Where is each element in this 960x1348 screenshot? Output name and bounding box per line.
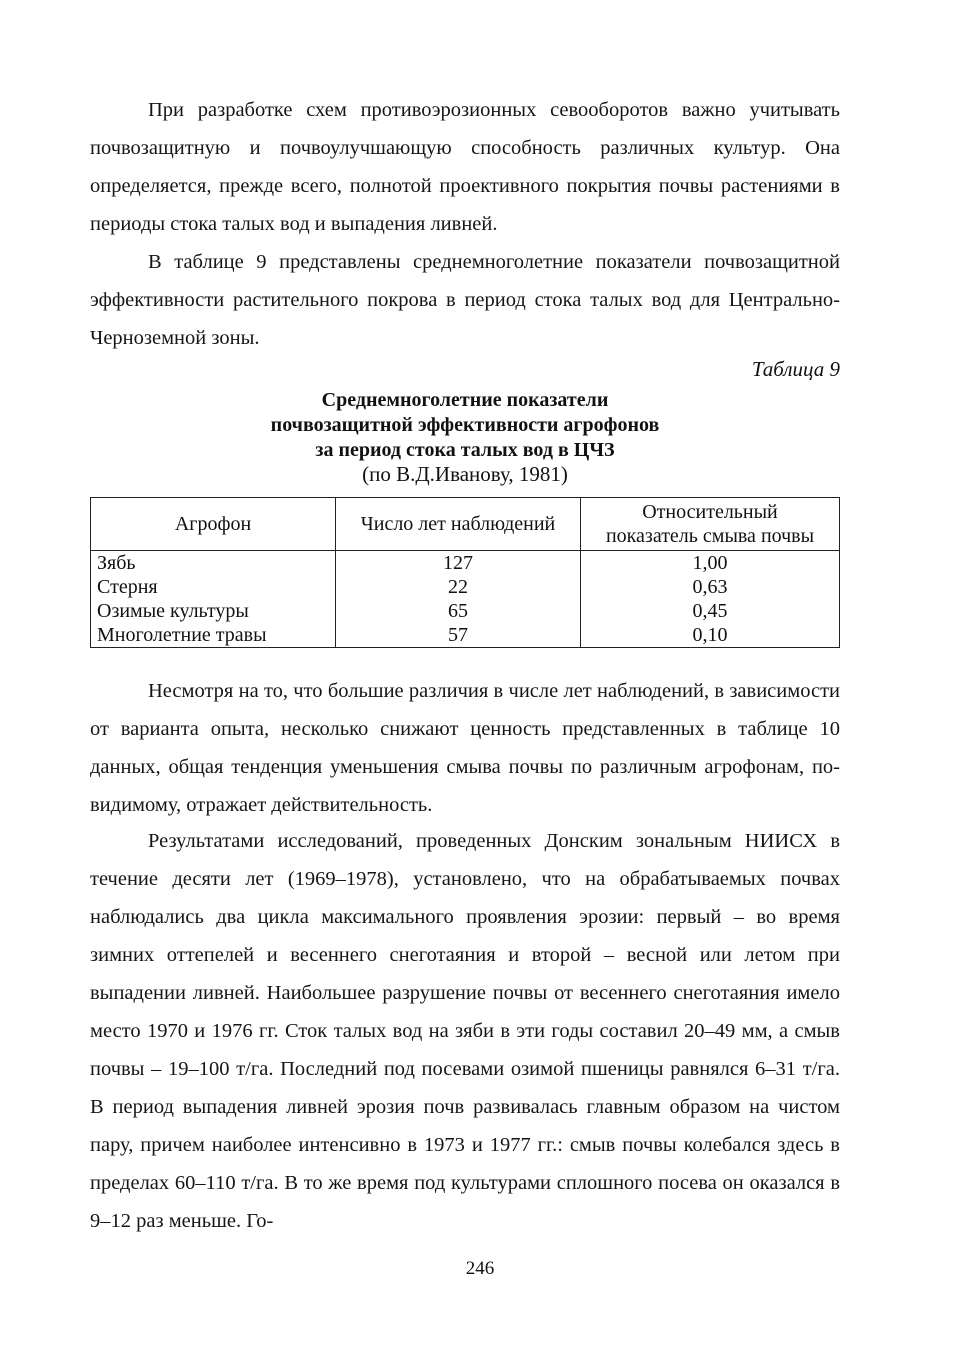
- header-years: Число лет наблюдений: [336, 498, 581, 551]
- table-row: [91, 575, 840, 599]
- header-agrofon: Агрофон: [91, 498, 336, 551]
- cell-agrofon: Озимые культуры: [91, 599, 336, 623]
- paragraph-table-reference: В таблице 9 представлены среднемноголетние показатели почвозащитной эффективности растительного покрова в период стока талых вод для Центрально-Черноземной зоны.: [90, 251, 840, 349]
- table-title-line-2: почвозащитной эффективности агрофонов: [270, 414, 660, 436]
- agrofon-table: [90, 497, 840, 648]
- header-index-line-2: показатель смыва почвы: [605, 525, 815, 547]
- cell-years: 127: [336, 551, 581, 576]
- header-index-line-1: Относительный: [642, 501, 778, 523]
- cell-years: 65: [336, 599, 581, 623]
- cell-index: 1,00: [581, 551, 840, 576]
- cell-agrofon: Многолетние травы: [91, 623, 336, 648]
- table-header-row: [91, 498, 840, 551]
- cell-years: 57: [336, 623, 581, 648]
- paragraph-intro: При разработке схем противоэрозионных севооборотов важно учитывать почвозащитную и почвоулучшающую способность различных культур. Она определяется, прежде всего, полнотой проективного покрытия почвы растениями в периоды стока талых вод и выпадения ливней.: [90, 99, 840, 235]
- table-title-line-1: Среднемноголетние показатели: [321, 389, 609, 411]
- table-row: [91, 599, 840, 623]
- table-label: Таблица 9: [751, 357, 840, 381]
- page-number: 246: [465, 1258, 495, 1279]
- cell-agrofon: Стерня: [91, 575, 336, 599]
- table-title-line-3: за период стока талых вод в ЦЧЗ: [315, 439, 615, 461]
- cell-agrofon: Зябь: [91, 551, 336, 576]
- cell-index: 0,63: [581, 575, 840, 599]
- table-source: (по В.Д.Иванову, 1981): [362, 462, 568, 486]
- cell-index: 0,10: [581, 623, 840, 648]
- cell-index: 0,45: [581, 599, 840, 623]
- cell-years: 22: [336, 575, 581, 599]
- table-row: [91, 623, 840, 648]
- header-index: [581, 498, 840, 551]
- paragraph-results: Результатами исследований, проведенных Донским зональным НИИСХ в течение десяти лет (1969–1978), установлено, что на обрабатываемых почвах наблюдались два цикла максимального проявления эрозии: первый – во время зимних оттепелей и весеннего снеготаяния и второй – весной или летом при выпадении ливней. Наибольшее разрушение почвы от весеннего снеготаяния имело место 1970 и 1976 гг. Сток талых вод на зяби в эти годы составил 20–49 мм, а смыв почвы – 19–100 т/га. Последний под посевами озимой пшеницы равнялся 6–31 т/га. В период выпадения ливней эрозия почв развивалась главным образом на чистом пару, причем наиболее интенсивно в 1973 и 1977 гг.: смыв почвы колебался здесь в пределах 60–110 т/га. В то же время под культурами сплошного посева он оказался в 9–12 раз меньше. Го-: [90, 830, 840, 1232]
- table-row: [91, 551, 840, 576]
- paragraph-discussion: Несмотря на то, что большие различия в числе лет наблюдений, в зависимости от варианта опыта, несколько снижают ценность представленных в таблице 10 данных, общая тенденция уменьшения смыва почвы по различным агрофонам, по-видимому, отражает действительность.: [90, 680, 840, 816]
